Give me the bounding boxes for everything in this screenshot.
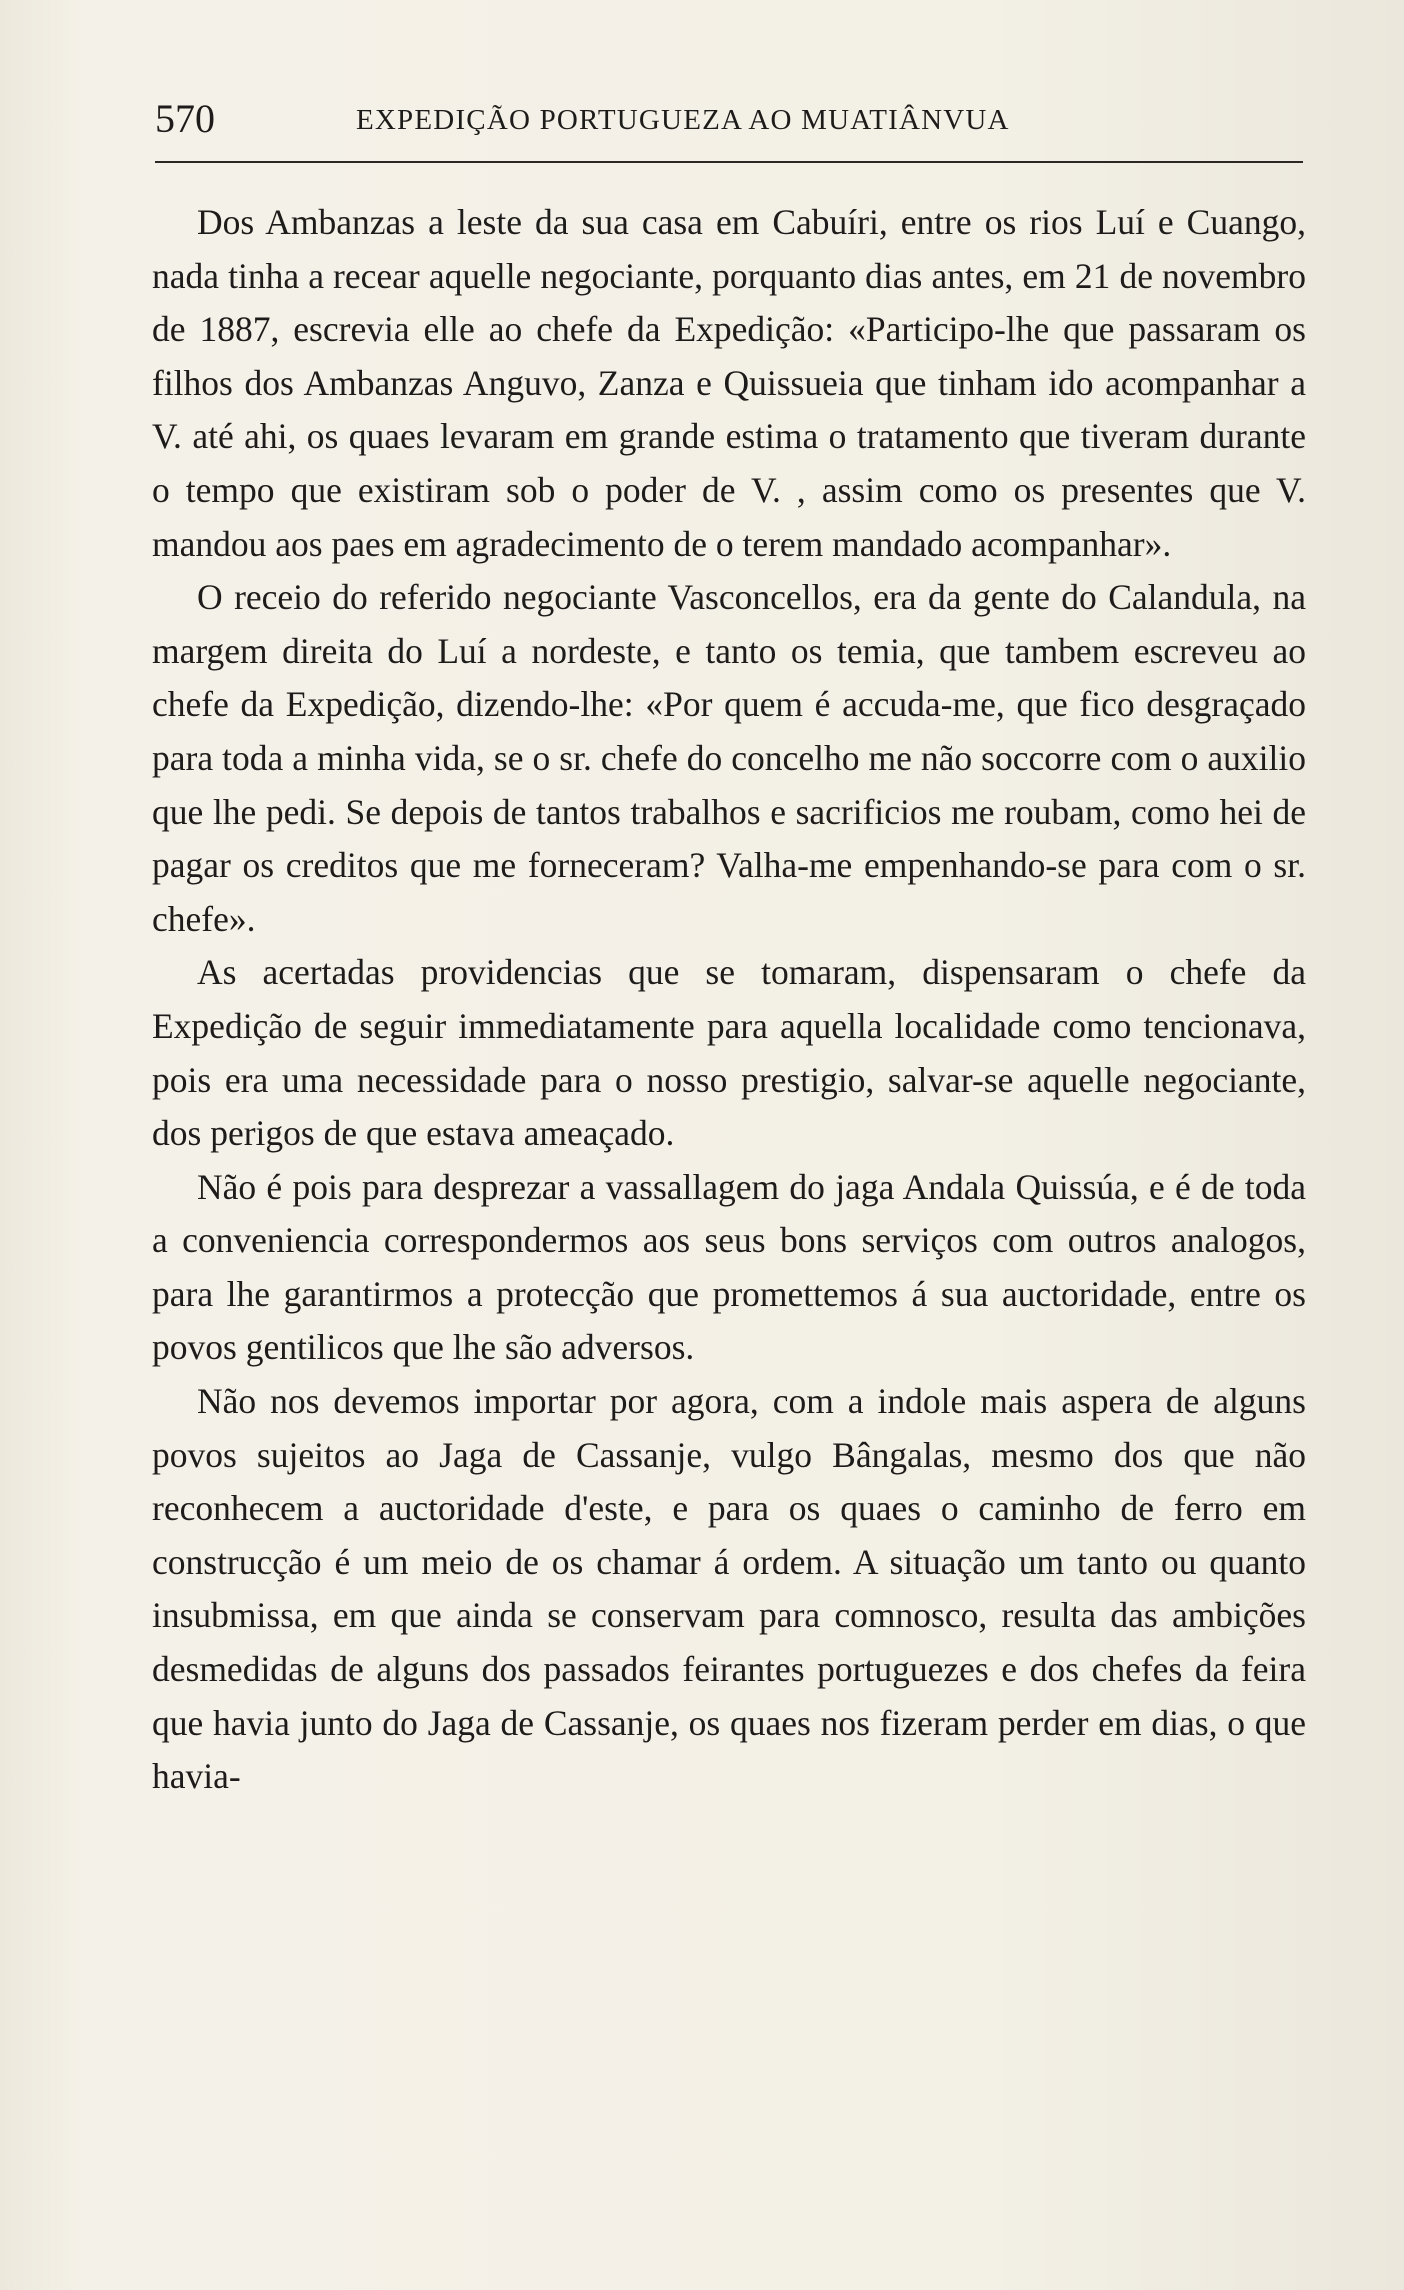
page-number: 570 <box>155 96 215 141</box>
body-text <box>152 196 1306 1804</box>
running-title: EXPEDIÇÃO PORTUGUEZA AO MUATIÂNVUA <box>356 104 1010 136</box>
header-rule <box>155 161 1303 163</box>
paragraph: O receio do referido negociante Vasconcellos, era da gente do Calandula, na margem direita do Luí a nordeste, e tanto os temia, que tambem escreveu ao chefe da Expedição, dizendo-lhe: «Por quem é accuda-me, que fico desgraçado para toda a minha vida, se o sr. chefe do concelho me não soccorre com o auxilio que lhe pedi. Se depois de tantos trabalhos e sacrificios me roubam, como hei de pagar os creditos que me forneceram? Valha-me empenhando-se para com o sr. chefe». <box>152 577 1306 939</box>
paragraph: As acertadas providencias que se tomaram, dispensaram o chefe da Expedição de seguir immediatamente para aquella localidade como tencionava, pois era uma necessidade para o nosso prestigio, salvar-se aquelle negociante, dos perigos de que estava ameaçado. <box>152 952 1306 1154</box>
paragraph: Dos Ambanzas a leste da sua casa em Cabuíri, entre os rios Luí e Cuango, nada tinha a recear aquelle negociante, porquanto dias antes, em 21 de novembro de 1887, escrevia elle ao chefe da Expedição: «Participo-lhe que passaram os filhos dos Ambanzas Anguvo, Zanza e Quissueia que tinham ido acompanhar a V. até ahi, os quaes levaram em grande estima o tratamento que tiveram durante o tempo que existiram sob o poder de V. , assim como os presentes que V. mandou aos paes em agradecimento de o terem mandado acompanhar». <box>152 202 1306 564</box>
paragraph: Não nos devemos importar por agora, com a indole mais aspera de alguns povos sujeitos ao Jaga de Cassanje, vulgo Bângalas, mesmo dos que não reconhecem a auctoridade d'este, e para os quaes o caminho de ferro em construcção é um meio de os chamar á ordem. A situação um tanto ou quanto insubmissa, em que ainda se conservam para comnosco, resulta das ambições desmedidas de alguns dos passados feirantes portuguezes e dos chefes da feira que havia junto do Jaga de Cassanje, os quaes nos fizeram perder em dias, o que havia- <box>152 1381 1306 1797</box>
running-head <box>155 96 1305 142</box>
paragraph: Não é pois para desprezar a vassallagem do jaga Andala Quissúa, e é de toda a conveniencia correspondermos aos seus bons serviços com outros analogos, para lhe garantirmos a protecção que promettemos á sua auctoridade, entre os povos gentilicos que lhe são adversos. <box>152 1166 1306 1368</box>
